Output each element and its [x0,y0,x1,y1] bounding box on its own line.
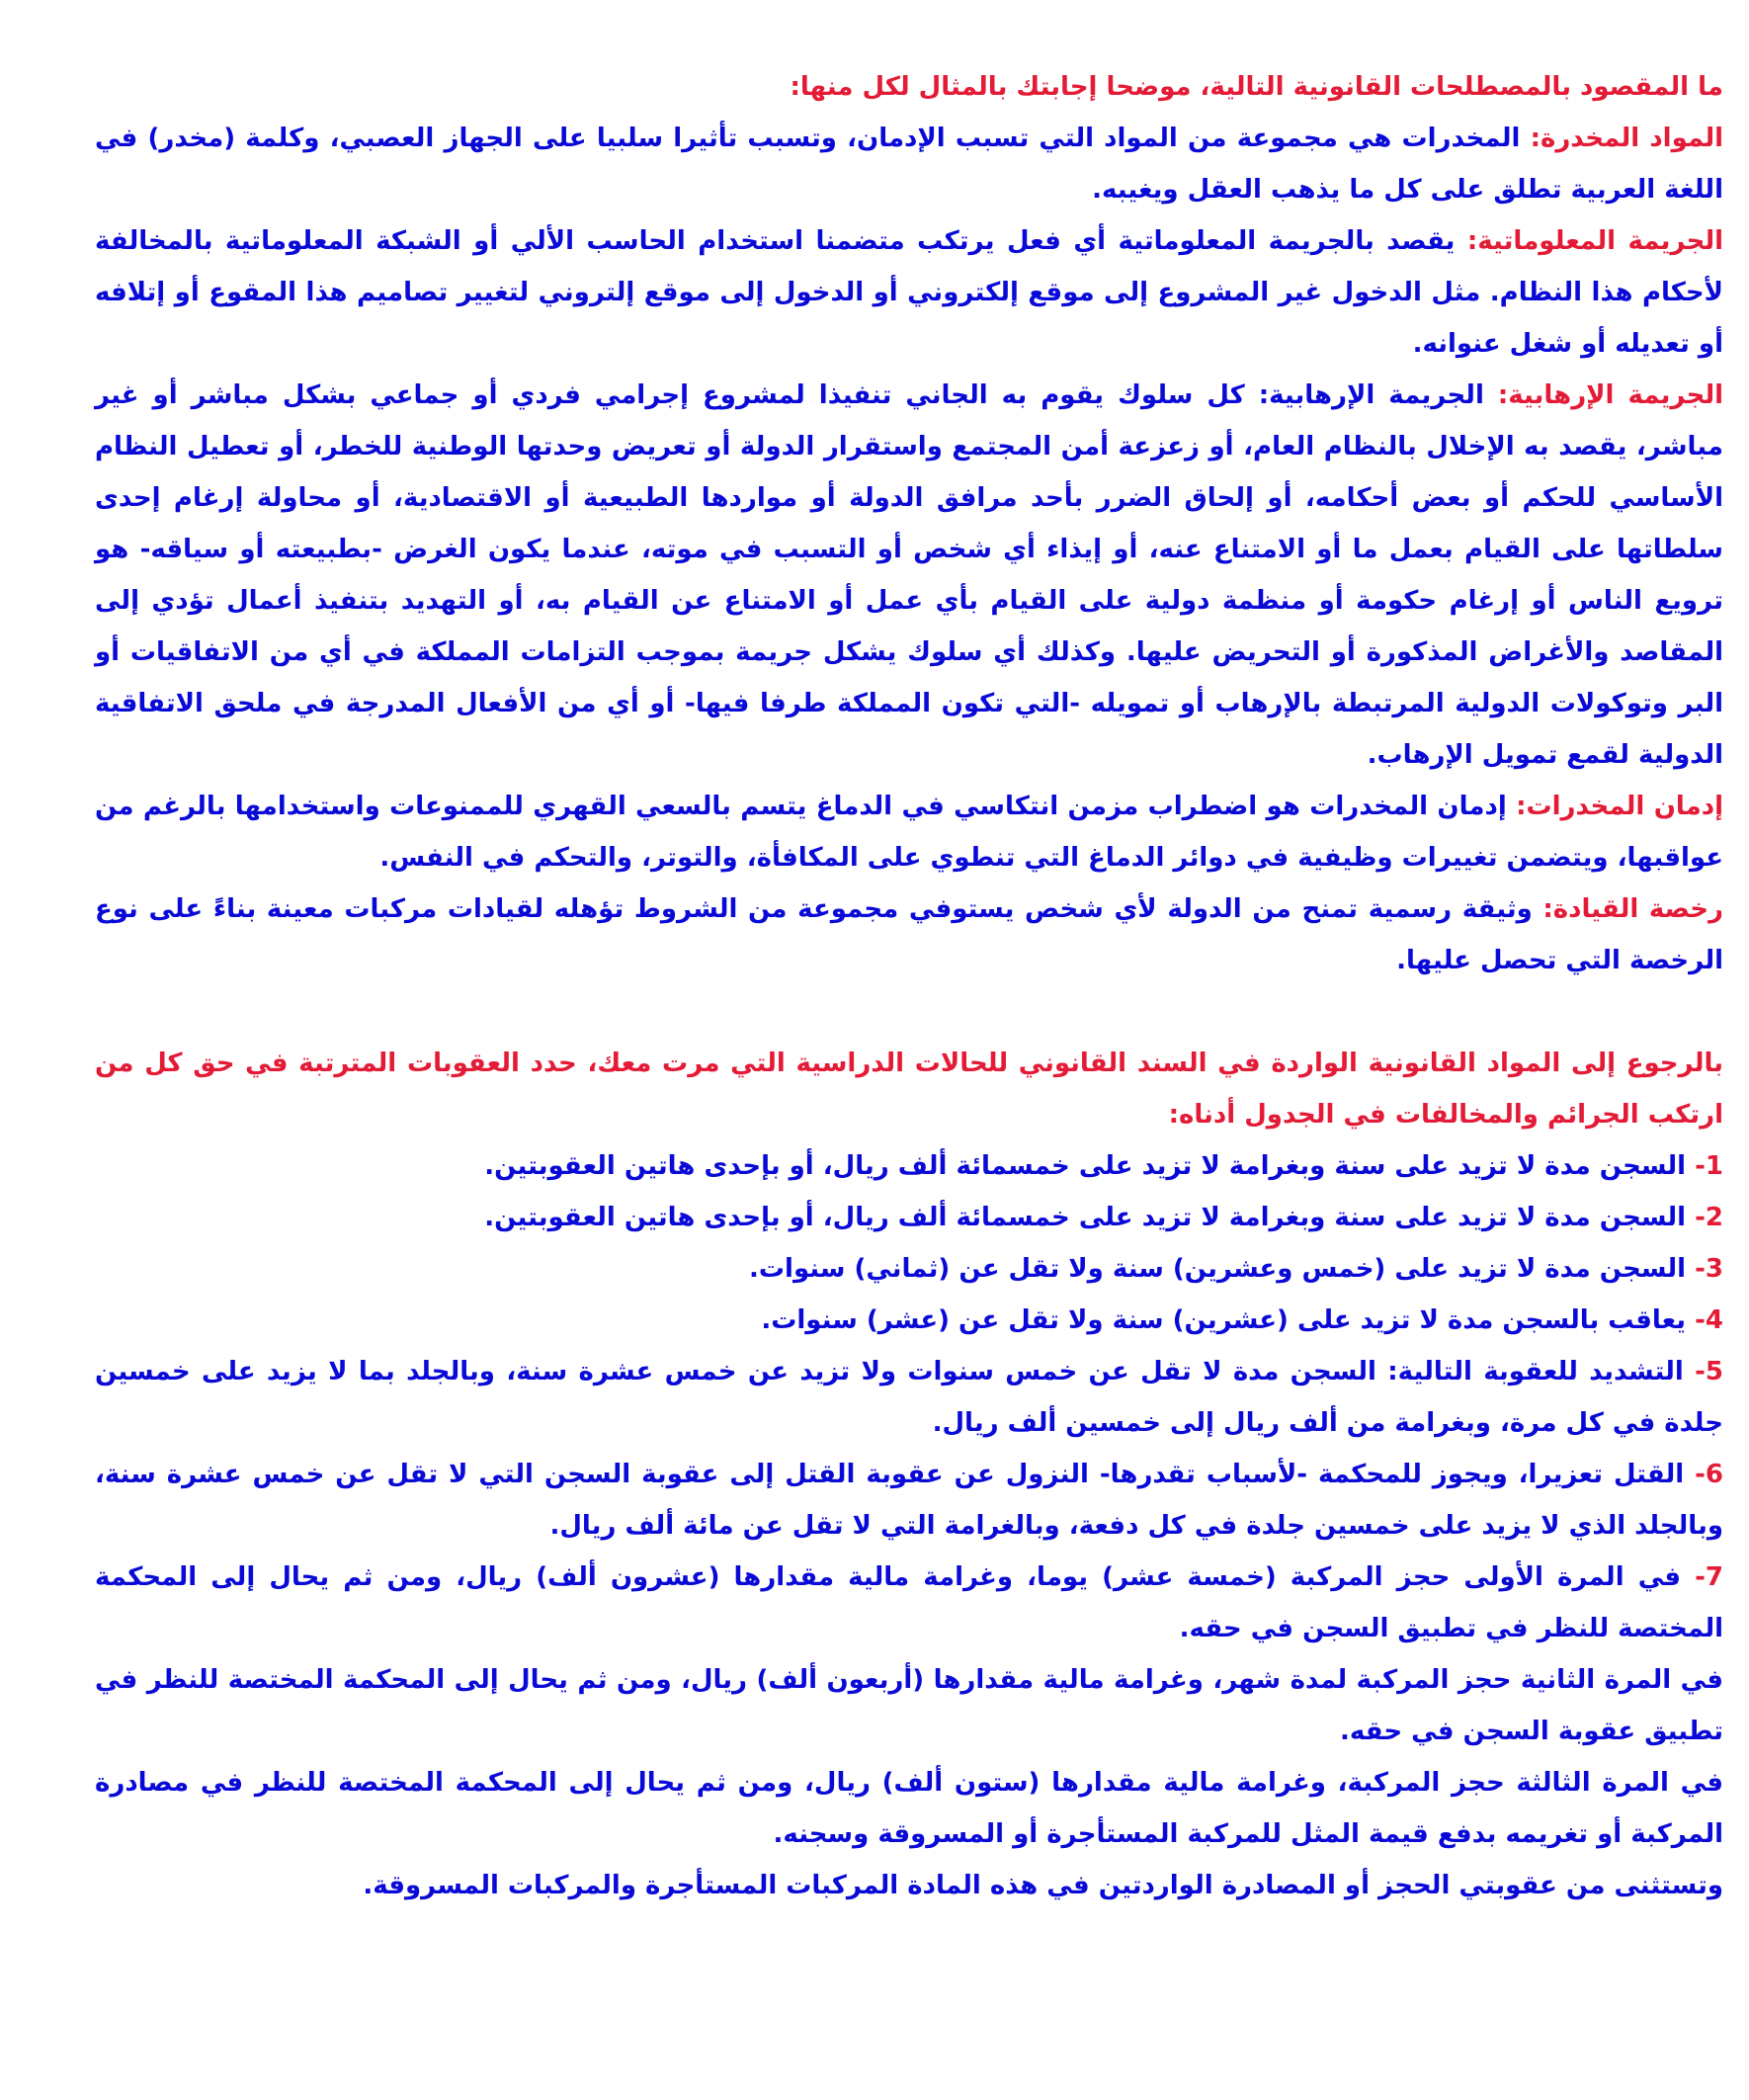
penalty-item [95,1295,1723,1346]
penalty-number: 6- [1695,1460,1723,1489]
definition-term: رخصة القيادة: [1542,894,1724,924]
penalty-number: 5- [1695,1357,1723,1386]
penalty-number: 4- [1695,1305,1723,1335]
definition-item [95,883,1723,986]
definition-text: وثيقة رسمية تمنح من الدولة لأي شخص يستوفي مجموعة من الشروط تؤهله لقيادات مركبات معينة بناءً على نوع الرخصة التي تحصل عليها. [95,894,1723,975]
penalty-number: 1- [1695,1151,1723,1181]
definition-item [95,113,1723,215]
definition-text: يقصد بالجريمة المعلوماتية أي فعل يرتكب متضمنا استخدام الحاسب الألي أو الشبكة المعلوماتية بالمخالفة لأحكام هذا النظام. مثل الدخول غير المشروع إلى موقع إلكتروني أو الدخول إلى موقع إلتروني لتغيير تصاميم هذا المقوع أو إتلافه أو تعديله أو شغل عنوانه. [95,226,1723,359]
spacer [95,986,1723,1038]
definition-item [95,781,1723,883]
penalty-text: التشديد للعقوبة التالية: السجن مدة لا تقل عن خمس سنوات ولا تزيد عن خمس عشرة سنة، وبالجلد بما لا يزيد على خمسين جلدة في كل مرة، وبغرامة من ألف ريال إلى خمسين ألف ريال. [95,1357,1723,1438]
penalty-text: القتل تعزيرا، ويجوز للمحكمة -لأسباب تقدرها- النزول عن عقوبة القتل إلى عقوبة السجن التي لا تقل عن خمس عشرة سنة، وبالجلد الذي لا يزيد على خمسين جلدة في كل دفعة، وبالغرامة التي لا تقل عن مائة ألف ريال. [95,1460,1723,1541]
definition-text: الجريمة الإرهابية: كل سلوك يقوم به الجاني تنفيذا لمشروع إجرامي فردي أو جماعي بشكل مباشر أو غير مباشر، يقصد به الإخلال بالنظام العام، أو زعزعة أمن المجتمع واستقرار الدولة أو تعريض وحدتها الوطنية للخطر، أو تعطيل النظام الأساسي للحكم أو بعض أحكامه، أو إلحاق الضرر بأحد مرافق الدولة أو مواردها الطبيعية أو الاقتصادية، أو محاولة إرغام إحدى سلطاتها على القيام بعمل ما أو الامتناع عنه، أو إيذاء أي شخص أو التسبب في موته، عندما يكون الغرض -بطبيعته أو سياقه- هو ترويع الناس أو إرغام حكومة أو منظمة دولية على القيام بأي عمل أو الامتناع عن القيام به، أو التهديد بتنفيذ أعمال تؤدي إلى المقاصد والأغراض المذكورة أو التحريض عليها. وكذلك أي سلوك يشكل جريمة بموجب التزامات المملكة في أي من الاتفاقيات أو البر وتوكولات الدولية المرتبطة بالإرهاب أو تمويله -التي تكون المملكة طرفا فيها- أو أي من الأفعال المدرجة في ملحق الاتفاقية الدولية لقمع تمويل الإرهاب. [95,380,1723,770]
penalty-number: 7- [1695,1562,1723,1592]
penalty-text: السجن مدة لا تزيد على سنة وبغرامة لا تزيد على خمسمائة ألف ريال، أو بإحدى هاتين العقوبتين. [484,1151,1696,1181]
penalty-item [95,1140,1723,1192]
definition-term: إدمان المخدرات: [1516,792,1723,821]
penalty-item [95,1552,1723,1654]
penalty-item [95,1346,1723,1449]
penalty-7-continuation [95,1654,1723,1911]
penalty-item [95,1449,1723,1552]
definitions-list [95,113,1723,986]
definition-item [95,370,1723,781]
penalty-number: 2- [1695,1203,1723,1232]
definition-term: المواد المخدرة: [1530,124,1724,153]
section2-question: بالرجوع إلى المواد القانونية الواردة في السند القانوني للحالات الدراسية التي مرت معك، حدد العقوبات المترتبة في حق كل من ارتكب الجرائم والمخالفات في الجدول أدناه: [95,1049,1723,1130]
penalty-text: السجن مدة لا تزيد على سنة وبغرامة لا تزيد على خمسمائة ألف ريال، أو بإحدى هاتين العقوبتين. [484,1203,1696,1232]
penalty-continuation: في المرة الثانية حجز المركبة لمدة شهر، وغرامة مالية مقدارها (أربعون ألف) ريال، ومن ثم يحال إلى المحكمة المختصة للنظر في تطبيق عقوبة السجن في حقه. [95,1665,1723,1746]
definition-text: المخدرات هي مجموعة من المواد التي تسبب الإدمان، وتسبب تأثيرا سلبيا على الجهاز العصبي، وكلمة (مخدر) في اللغة العربية تطلق على كل ما يذهب العقل ويغيبه. [95,124,1723,205]
section1-question: ما المقصود بالمصطلحات القانونية التالية، موضحا إجابتك بالمثال لكل منها: [790,72,1723,102]
penalty-item [95,1243,1723,1295]
definition-text: إدمان المخدرات هو اضطراب مزمن انتكاسي في الدماغ يتسم بالسعي القهري للممنوعات واستخدامها بالرغم من عواقبها، ويتضمن تغييرات وظيفية في دوائر الدماغ التي تنطوي على المكافأة، والتوتر، والتحكم في النفس. [95,792,1723,873]
penalty-continuation: في المرة الثالثة حجز المركبة، وغرامة مالية مقدارها (ستون ألف) ريال، ومن ثم يحال إلى المحكمة المختصة للنظر في مصادرة المركبة أو تغريمه بدفع قيمة المثل للمركبة المستأجرة أو المسروقة وسجنه. [95,1768,1723,1849]
definition-term: الجريمة المعلوماتية: [1466,226,1723,256]
penalty-continuation: وتستثنى من عقوبتي الحجز أو المصادرة الواردتين في هذه المادة المركبات المستأجرة والمركبات المسروقة. [363,1871,1723,1900]
penalties-list [95,1140,1723,1654]
penalty-number: 3- [1695,1254,1723,1284]
penalty-text: في المرة الأولى حجز المركبة (خمسة عشر) يوما، وغرامة مالية مقدارها (عشرون ألف) ريال، ومن ثم يحال إلى المحكمة المختصة للنظر في تطبيق السجن في حقه. [95,1562,1723,1643]
definition-term: الجريمة الإرهابية: [1497,380,1724,410]
penalty-text: السجن مدة لا تزيد على (خمس وعشرين) سنة ولا تقل عن (ثماني) سنوات. [749,1254,1696,1284]
penalty-text: يعاقب بالسجن مدة لا تزيد على (عشرين) سنة ولا تقل عن (عشر) سنوات. [761,1305,1696,1335]
penalty-item [95,1192,1723,1243]
definition-item [95,215,1723,370]
